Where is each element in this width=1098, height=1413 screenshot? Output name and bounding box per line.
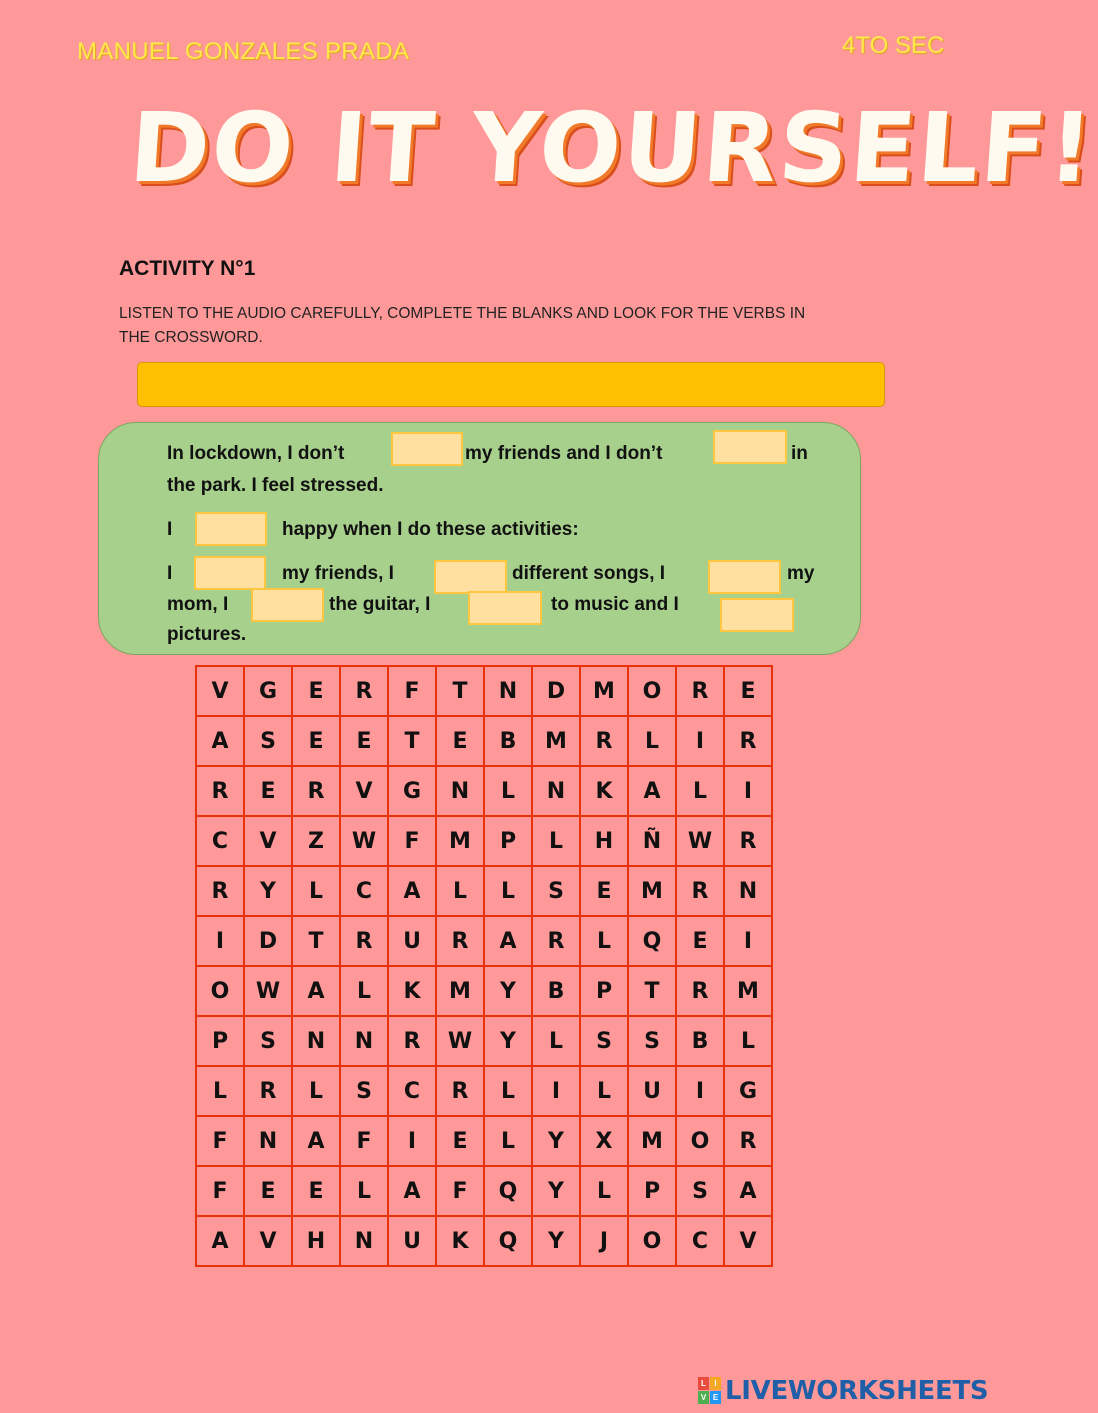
grid-cell[interactable]: T (388, 716, 436, 766)
grid-cell[interactable]: Y (532, 1116, 580, 1166)
grid-cell[interactable]: M (628, 866, 676, 916)
text-line-3b: happy when I do these activities: (282, 519, 579, 540)
fill-in-text-box (98, 422, 861, 655)
text-line-5a: mom, I (167, 594, 229, 615)
grid-cell[interactable]: I (196, 916, 244, 966)
grid-cell[interactable]: N (484, 666, 532, 716)
grid-cell[interactable]: U (388, 1216, 436, 1266)
grid-cell[interactable]: O (676, 1116, 724, 1166)
grid-cell[interactable]: L (580, 1166, 628, 1216)
grade-label: 4TO SEC (842, 32, 945, 59)
grid-cell[interactable]: R (244, 1066, 292, 1116)
text-line-4d: my (787, 563, 815, 584)
grid-cell[interactable]: E (340, 716, 388, 766)
grid-row (196, 766, 772, 816)
text-line-4b: my friends, I (282, 563, 394, 584)
grid-cell[interactable]: R (196, 866, 244, 916)
grid-cell[interactable]: V (340, 766, 388, 816)
liveworksheets-logo (698, 1376, 988, 1406)
grid-cell[interactable]: K (436, 1216, 484, 1266)
grid-cell[interactable]: S (244, 1016, 292, 1066)
grid-row (196, 716, 772, 766)
grid-cell[interactable]: L (196, 1066, 244, 1116)
grid-cell[interactable]: L (532, 816, 580, 866)
grid-cell[interactable]: H (580, 816, 628, 866)
grid-row (196, 1066, 772, 1116)
grid-cell[interactable]: M (436, 966, 484, 1016)
grid-cell[interactable]: F (196, 1166, 244, 1216)
grid-cell[interactable]: L (340, 1166, 388, 1216)
grid-cell[interactable]: Q (628, 916, 676, 966)
grid-cell[interactable]: K (580, 766, 628, 816)
grid-cell[interactable]: E (676, 916, 724, 966)
grid-cell[interactable]: M (532, 716, 580, 766)
grid-cell[interactable]: V (196, 666, 244, 716)
grid-cell[interactable]: Z (292, 816, 340, 866)
grid-cell[interactable]: C (676, 1216, 724, 1266)
blank-6[interactable] (708, 560, 781, 594)
grid-cell[interactable]: U (628, 1066, 676, 1116)
grid-cell[interactable]: M (628, 1116, 676, 1166)
grid-cell[interactable]: R (292, 766, 340, 816)
grid-cell[interactable]: W (340, 816, 388, 866)
grid-cell[interactable]: A (484, 916, 532, 966)
grid-cell[interactable]: T (436, 666, 484, 716)
grid-cell[interactable]: O (196, 966, 244, 1016)
text-line-1b: my friends and I don’t (465, 443, 663, 464)
grid-cell[interactable]: N (244, 1116, 292, 1166)
grid-cell[interactable]: C (388, 1066, 436, 1116)
grid-cell[interactable]: P (196, 1016, 244, 1066)
grid-row (196, 1016, 772, 1066)
grid-cell[interactable]: L (628, 716, 676, 766)
grid-cell[interactable]: B (532, 966, 580, 1016)
grid-cell[interactable]: E (244, 766, 292, 816)
grid-cell[interactable]: I (532, 1066, 580, 1116)
grid-cell[interactable]: A (724, 1166, 772, 1216)
text-line-4c: different songs, I (512, 563, 666, 584)
grid-cell[interactable]: N (292, 1016, 340, 1066)
grid-cell[interactable]: F (388, 816, 436, 866)
grid-row (196, 1116, 772, 1166)
grid-cell[interactable]: J (580, 1216, 628, 1266)
grid-cell[interactable]: R (676, 866, 724, 916)
grid-cell[interactable]: O (628, 1216, 676, 1266)
blank-7[interactable] (251, 588, 324, 622)
grid-cell[interactable]: E (292, 666, 340, 716)
grid-cell[interactable]: R (580, 716, 628, 766)
grid-cell[interactable]: U (388, 916, 436, 966)
grid-cell[interactable]: E (292, 716, 340, 766)
text-line-2: the park. I feel stressed. (167, 475, 384, 496)
school-name: MANUEL GONZALES PRADA (77, 38, 410, 65)
grid-row (196, 916, 772, 966)
text-line-3a: I (167, 519, 173, 540)
grid-cell[interactable]: M (580, 666, 628, 716)
grid-cell[interactable]: E (436, 716, 484, 766)
grid-cell[interactable]: Y (484, 966, 532, 1016)
grid-cell[interactable]: I (676, 716, 724, 766)
grid-cell[interactable]: B (484, 716, 532, 766)
grid-cell[interactable]: H (292, 1216, 340, 1266)
grid-cell[interactable]: C (340, 866, 388, 916)
grid-cell[interactable]: P (580, 966, 628, 1016)
blank-1[interactable] (391, 432, 463, 466)
grid-cell[interactable]: Y (532, 1166, 580, 1216)
grid-cell[interactable]: N (340, 1216, 388, 1266)
grid-cell[interactable]: L (292, 1066, 340, 1116)
activity-heading: ACTIVITY N°1 (119, 257, 256, 280)
grid-cell[interactable]: E (724, 666, 772, 716)
grid-cell[interactable]: S (244, 716, 292, 766)
grid-cell[interactable]: L (484, 1116, 532, 1166)
grid-cell[interactable]: N (340, 1016, 388, 1066)
grid-cell[interactable]: X (580, 1116, 628, 1166)
grid-cell[interactable]: O (628, 666, 676, 716)
grid-cell[interactable]: A (292, 1116, 340, 1166)
grid-cell[interactable]: L (676, 766, 724, 816)
grid-cell[interactable]: E (292, 1166, 340, 1216)
grid-cell[interactable]: A (196, 1216, 244, 1266)
grid-cell[interactable]: N (436, 766, 484, 816)
grid-cell[interactable]: V (724, 1216, 772, 1266)
grid-cell[interactable]: L (580, 916, 628, 966)
grid-cell[interactable]: R (676, 966, 724, 1016)
grid-cell[interactable]: L (484, 766, 532, 816)
activity-instructions: LISTEN TO THE AUDIO CAREFULLY, COMPLETE THE BLANKS AND LOOK FOR THE VERBS IN THE CROSSWORD. (119, 305, 806, 346)
grid-cell[interactable]: C (196, 816, 244, 866)
grid-cell[interactable]: R (340, 916, 388, 966)
liveworksheets-brand: LIVEWORKSHEETS (725, 1376, 989, 1406)
blank-3[interactable] (195, 512, 267, 546)
grid-cell[interactable]: I (724, 766, 772, 816)
grid-cell[interactable]: K (388, 966, 436, 1016)
text-line-5b: the guitar, I (329, 594, 431, 615)
grid-cell[interactable]: R (436, 916, 484, 966)
blank-9[interactable] (720, 598, 794, 632)
grid-cell[interactable]: A (388, 1166, 436, 1216)
grid-cell[interactable]: T (292, 916, 340, 966)
grid-cell[interactable]: G (388, 766, 436, 816)
grid-cell[interactable]: P (484, 816, 532, 866)
page-title: DO IT YOURSELF! (126, 92, 1098, 204)
grid-cell[interactable]: W (676, 816, 724, 866)
grid-cell[interactable]: I (724, 916, 772, 966)
text-line-4a: I (167, 563, 173, 584)
grid-cell[interactable]: A (196, 716, 244, 766)
grid-cell[interactable]: R (724, 1116, 772, 1166)
audio-player[interactable] (137, 362, 885, 407)
grid-cell[interactable]: G (724, 1066, 772, 1116)
grid-cell[interactable]: W (244, 966, 292, 1016)
grid-cell[interactable]: R (724, 716, 772, 766)
grid-cell[interactable]: I (388, 1116, 436, 1166)
grid-cell[interactable]: M (436, 816, 484, 866)
liveworksheets-icon: L I V E (698, 1377, 722, 1405)
grid-cell[interactable]: N (532, 766, 580, 816)
grid-cell[interactable]: P (628, 1166, 676, 1216)
grid-cell[interactable]: L (292, 866, 340, 916)
grid-cell[interactable]: A (388, 866, 436, 916)
grid-cell[interactable]: L (532, 1016, 580, 1066)
grid-cell[interactable]: R (340, 666, 388, 716)
grid-cell[interactable]: N (724, 866, 772, 916)
grid-cell[interactable]: F (340, 1116, 388, 1166)
grid-cell[interactable]: Ñ (628, 816, 676, 866)
grid-cell[interactable]: E (436, 1116, 484, 1166)
grid-cell[interactable]: Q (484, 1166, 532, 1216)
grid-cell[interactable]: M (724, 966, 772, 1016)
grid-cell[interactable]: D (532, 666, 580, 716)
grid-cell[interactable]: F (196, 1116, 244, 1166)
grid-cell[interactable]: S (532, 866, 580, 916)
blank-2[interactable] (713, 430, 787, 464)
grid-cell[interactable]: T (628, 966, 676, 1016)
grid-cell[interactable]: E (244, 1166, 292, 1216)
text-line-1c: in (791, 443, 808, 464)
text-line-1a: In lockdown, I don’t (167, 443, 345, 464)
grid-cell[interactable]: R (532, 916, 580, 966)
grid-cell[interactable]: W (436, 1016, 484, 1066)
grid-cell[interactable]: R (676, 666, 724, 716)
grid-cell[interactable]: L (580, 1066, 628, 1116)
text-line-6: pictures. (167, 624, 247, 645)
grid-cell[interactable]: F (436, 1166, 484, 1216)
blank-8[interactable] (468, 591, 542, 625)
grid-cell[interactable]: Y (244, 866, 292, 916)
grid-cell[interactable]: Y (532, 1216, 580, 1266)
grid-row (196, 666, 772, 716)
grid-cell[interactable]: R (724, 816, 772, 866)
grid-cell[interactable]: L (484, 1066, 532, 1116)
blank-5[interactable] (434, 560, 507, 594)
grid-row (196, 816, 772, 866)
grid-cell[interactable]: G (244, 666, 292, 716)
grid-cell[interactable]: A (292, 966, 340, 1016)
grid-cell[interactable]: F (388, 666, 436, 716)
grid-cell[interactable]: A (628, 766, 676, 816)
grid-row (196, 1166, 772, 1216)
grid-cell[interactable]: S (628, 1016, 676, 1066)
grid-cell[interactable]: L (724, 1016, 772, 1066)
grid-cell[interactable]: E (580, 866, 628, 916)
grid-cell[interactable]: V (244, 1216, 292, 1266)
grid-cell[interactable]: R (196, 766, 244, 816)
grid-cell[interactable]: Y (484, 1016, 532, 1066)
grid-cell[interactable]: S (340, 1066, 388, 1116)
word-search-grid (195, 665, 773, 1267)
grid-row (196, 966, 772, 1016)
grid-cell[interactable]: V (244, 816, 292, 866)
grid-row (196, 866, 772, 916)
grid-cell[interactable]: L (484, 866, 532, 916)
grid-cell[interactable]: D (244, 916, 292, 966)
text-line-5c: to music and I (551, 594, 679, 615)
grid-cell[interactable]: I (676, 1066, 724, 1116)
grid-cell[interactable]: L (340, 966, 388, 1016)
grid-cell[interactable]: R (388, 1016, 436, 1066)
grid-cell[interactable]: R (436, 1066, 484, 1116)
grid-cell[interactable]: Q (484, 1216, 532, 1266)
blank-4[interactable] (194, 556, 266, 590)
grid-cell[interactable]: S (580, 1016, 628, 1066)
grid-cell[interactable]: L (436, 866, 484, 916)
grid-row (196, 1216, 772, 1266)
grid-cell[interactable]: B (676, 1016, 724, 1066)
grid-cell[interactable]: S (676, 1166, 724, 1216)
